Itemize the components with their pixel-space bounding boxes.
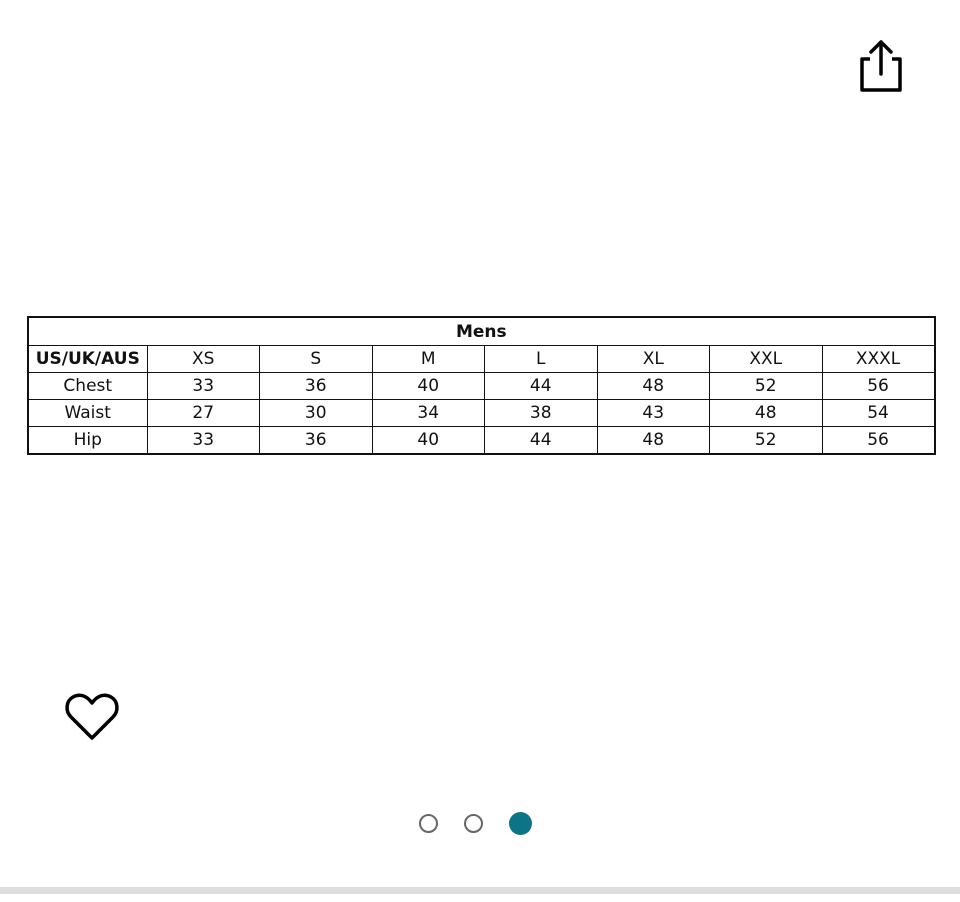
carousel-pagination: [419, 811, 532, 835]
carousel-dot[interactable]: [464, 814, 483, 833]
share-button[interactable]: [857, 38, 905, 96]
measurement-value: 44: [485, 373, 598, 400]
table-row-hip: [28, 427, 935, 455]
size-label: XL: [597, 346, 710, 373]
size-label: XXL: [710, 346, 823, 373]
measurement-value: 52: [710, 373, 823, 400]
measurement-value: 33: [147, 427, 260, 455]
measurement-value: 54: [822, 400, 935, 427]
size-label: L: [485, 346, 598, 373]
measurement-value: 56: [822, 373, 935, 400]
product-title-partial: [0, 0, 960, 6]
measurement-value: 40: [372, 427, 485, 455]
share-icon: [857, 38, 905, 96]
measurement-value: 36: [260, 427, 373, 455]
measurement-value: 27: [147, 400, 260, 427]
measurement-value: 48: [710, 400, 823, 427]
size-chart-title: Mens: [28, 317, 935, 346]
size-header-row: [28, 346, 935, 373]
measurement-value: 43: [597, 400, 710, 427]
carousel-dot[interactable]: [419, 814, 438, 833]
table-row-chest: [28, 373, 935, 400]
measurement-label: Hip: [28, 427, 147, 455]
measurement-value: 30: [260, 400, 373, 427]
measurement-value: 38: [485, 400, 598, 427]
carousel-dot-active[interactable]: [509, 812, 532, 835]
measurement-value: 52: [710, 427, 823, 455]
size-chart-table: [27, 316, 936, 455]
measurement-value: 48: [597, 373, 710, 400]
measurement-value: 56: [822, 427, 935, 455]
measurement-value: 44: [485, 427, 598, 455]
measurement-value: 36: [260, 373, 373, 400]
size-label: S: [260, 346, 373, 373]
measurement-label: Chest: [28, 373, 147, 400]
measurement-value: 40: [372, 373, 485, 400]
measurement-value: 33: [147, 373, 260, 400]
size-label: XXXL: [822, 346, 935, 373]
wishlist-button[interactable]: [64, 690, 120, 744]
size-label: M: [372, 346, 485, 373]
measurement-value: 34: [372, 400, 485, 427]
section-divider: [0, 887, 960, 894]
size-chart-image: [27, 316, 934, 456]
measurement-label: Waist: [28, 400, 147, 427]
measurement-value: 48: [597, 427, 710, 455]
heart-icon: [64, 690, 120, 744]
region-label: US/UK/AUS: [28, 346, 147, 373]
table-row-waist: [28, 400, 935, 427]
size-label: XS: [147, 346, 260, 373]
